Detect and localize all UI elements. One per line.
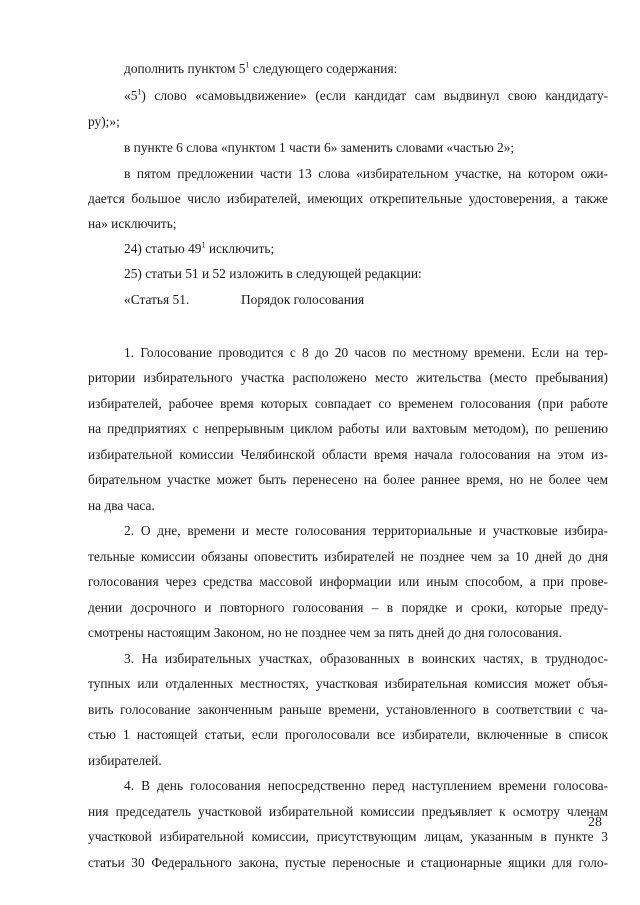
p1-line-6: бирательном участке может быть перенесено на более раннее время, но не более чем (88, 472, 608, 487)
p2-line-1: 2. О дне, времени и месте голосования территориальные и участковые избира- (124, 523, 608, 538)
amend-line-8: 24) статью $49^1$ исключить; (124, 240, 275, 256)
p2-line-2: тельные комиссии обязаны оповестить избирателей не позднее чем за 10 дней до дня (88, 549, 608, 564)
p1-line-2: ритории избирательного участка расположено место жительства (место пребывания) (88, 370, 608, 385)
p1-line-4: на предприятиях с непрерывным циклом работы или вахтовым методом), по решению (88, 421, 608, 436)
amend-line-1: дополнить пунктом $5^1$ следующего содержания: (124, 60, 398, 76)
amend-line-5: в пятом предложении части 13 слова «избирательном участке, на котором ожи- (124, 166, 608, 181)
article-title: Порядок голосования (241, 292, 365, 307)
p1-line-7: на два часа. (88, 498, 155, 513)
amend-line-9: 25) статьи 51 и 52 изложить в следующей редакции: (124, 266, 422, 281)
p3-line-2: тупных или отдаленных местностях, участковая избирательная комиссия может объя- (88, 676, 608, 691)
amend-line-4: в пункте 6 слова «пунктом 1 части 6» заменить словами «частью 2»; (124, 140, 515, 155)
page-number: 28 (588, 815, 602, 830)
p3-line-1: 3. На избирательных участках, образованных в воинских частях, в труднодос- (124, 651, 608, 666)
p4-line-1: 4. В день голосования непосредственно перед наступлением времени голосова- (124, 778, 608, 793)
p3-line-5: избирателей. (88, 753, 162, 768)
p1-line-5: избирательной комиссии Челябинской области время начала голосования на этом из- (88, 447, 608, 462)
p2-line-5: смотрены настоящим Законом, но не позднее чем за пять дней до дня голосования. (88, 625, 562, 640)
p1-line-1: 1. Голосование проводится с 8 до 20 часов по местному времени. Если на тер- (124, 345, 608, 360)
p3-line-4: стью 1 настоящей статьи, если проголосовали все избиратели, включенные в список (88, 727, 608, 742)
p4-line-4: статьи 30 Федерального закона, пустые переносные и стационарные ящики для голо- (88, 855, 608, 870)
amend-line-3: ру);»; (88, 114, 120, 129)
amend-line-7: на» исключить; (88, 216, 177, 231)
p2-line-3: голосования через средства массовой информации или иным способом, а при прове- (88, 574, 608, 589)
article-label: «Статья 51. (124, 292, 190, 307)
amend-line-6: дается большое число избирателей, имеющих открепительные удостоверения, а также (88, 191, 608, 206)
p3-line-3: вить голосование законченным раньше времени, установленного в соответствии с ча- (88, 702, 608, 717)
p1-line-3: избирателей, рабочее время которых совпадает со временем голосования (при работе (88, 396, 608, 411)
amend-line-2: «$5^1$) слово «самовыдвижение» (если кандидат сам выдвинул свою кандидату- (124, 87, 608, 103)
p2-line-4: дении досрочного и повторного голосования – в порядке и сроки, которые преду- (88, 600, 608, 615)
p4-line-3: участковой избирательной комиссии, присутствующим лицам, указанным в пункте 3 (88, 829, 608, 844)
p4-line-2: ния председатель участковой избирательной комиссии предъявляет к осмотру членам (88, 804, 608, 819)
